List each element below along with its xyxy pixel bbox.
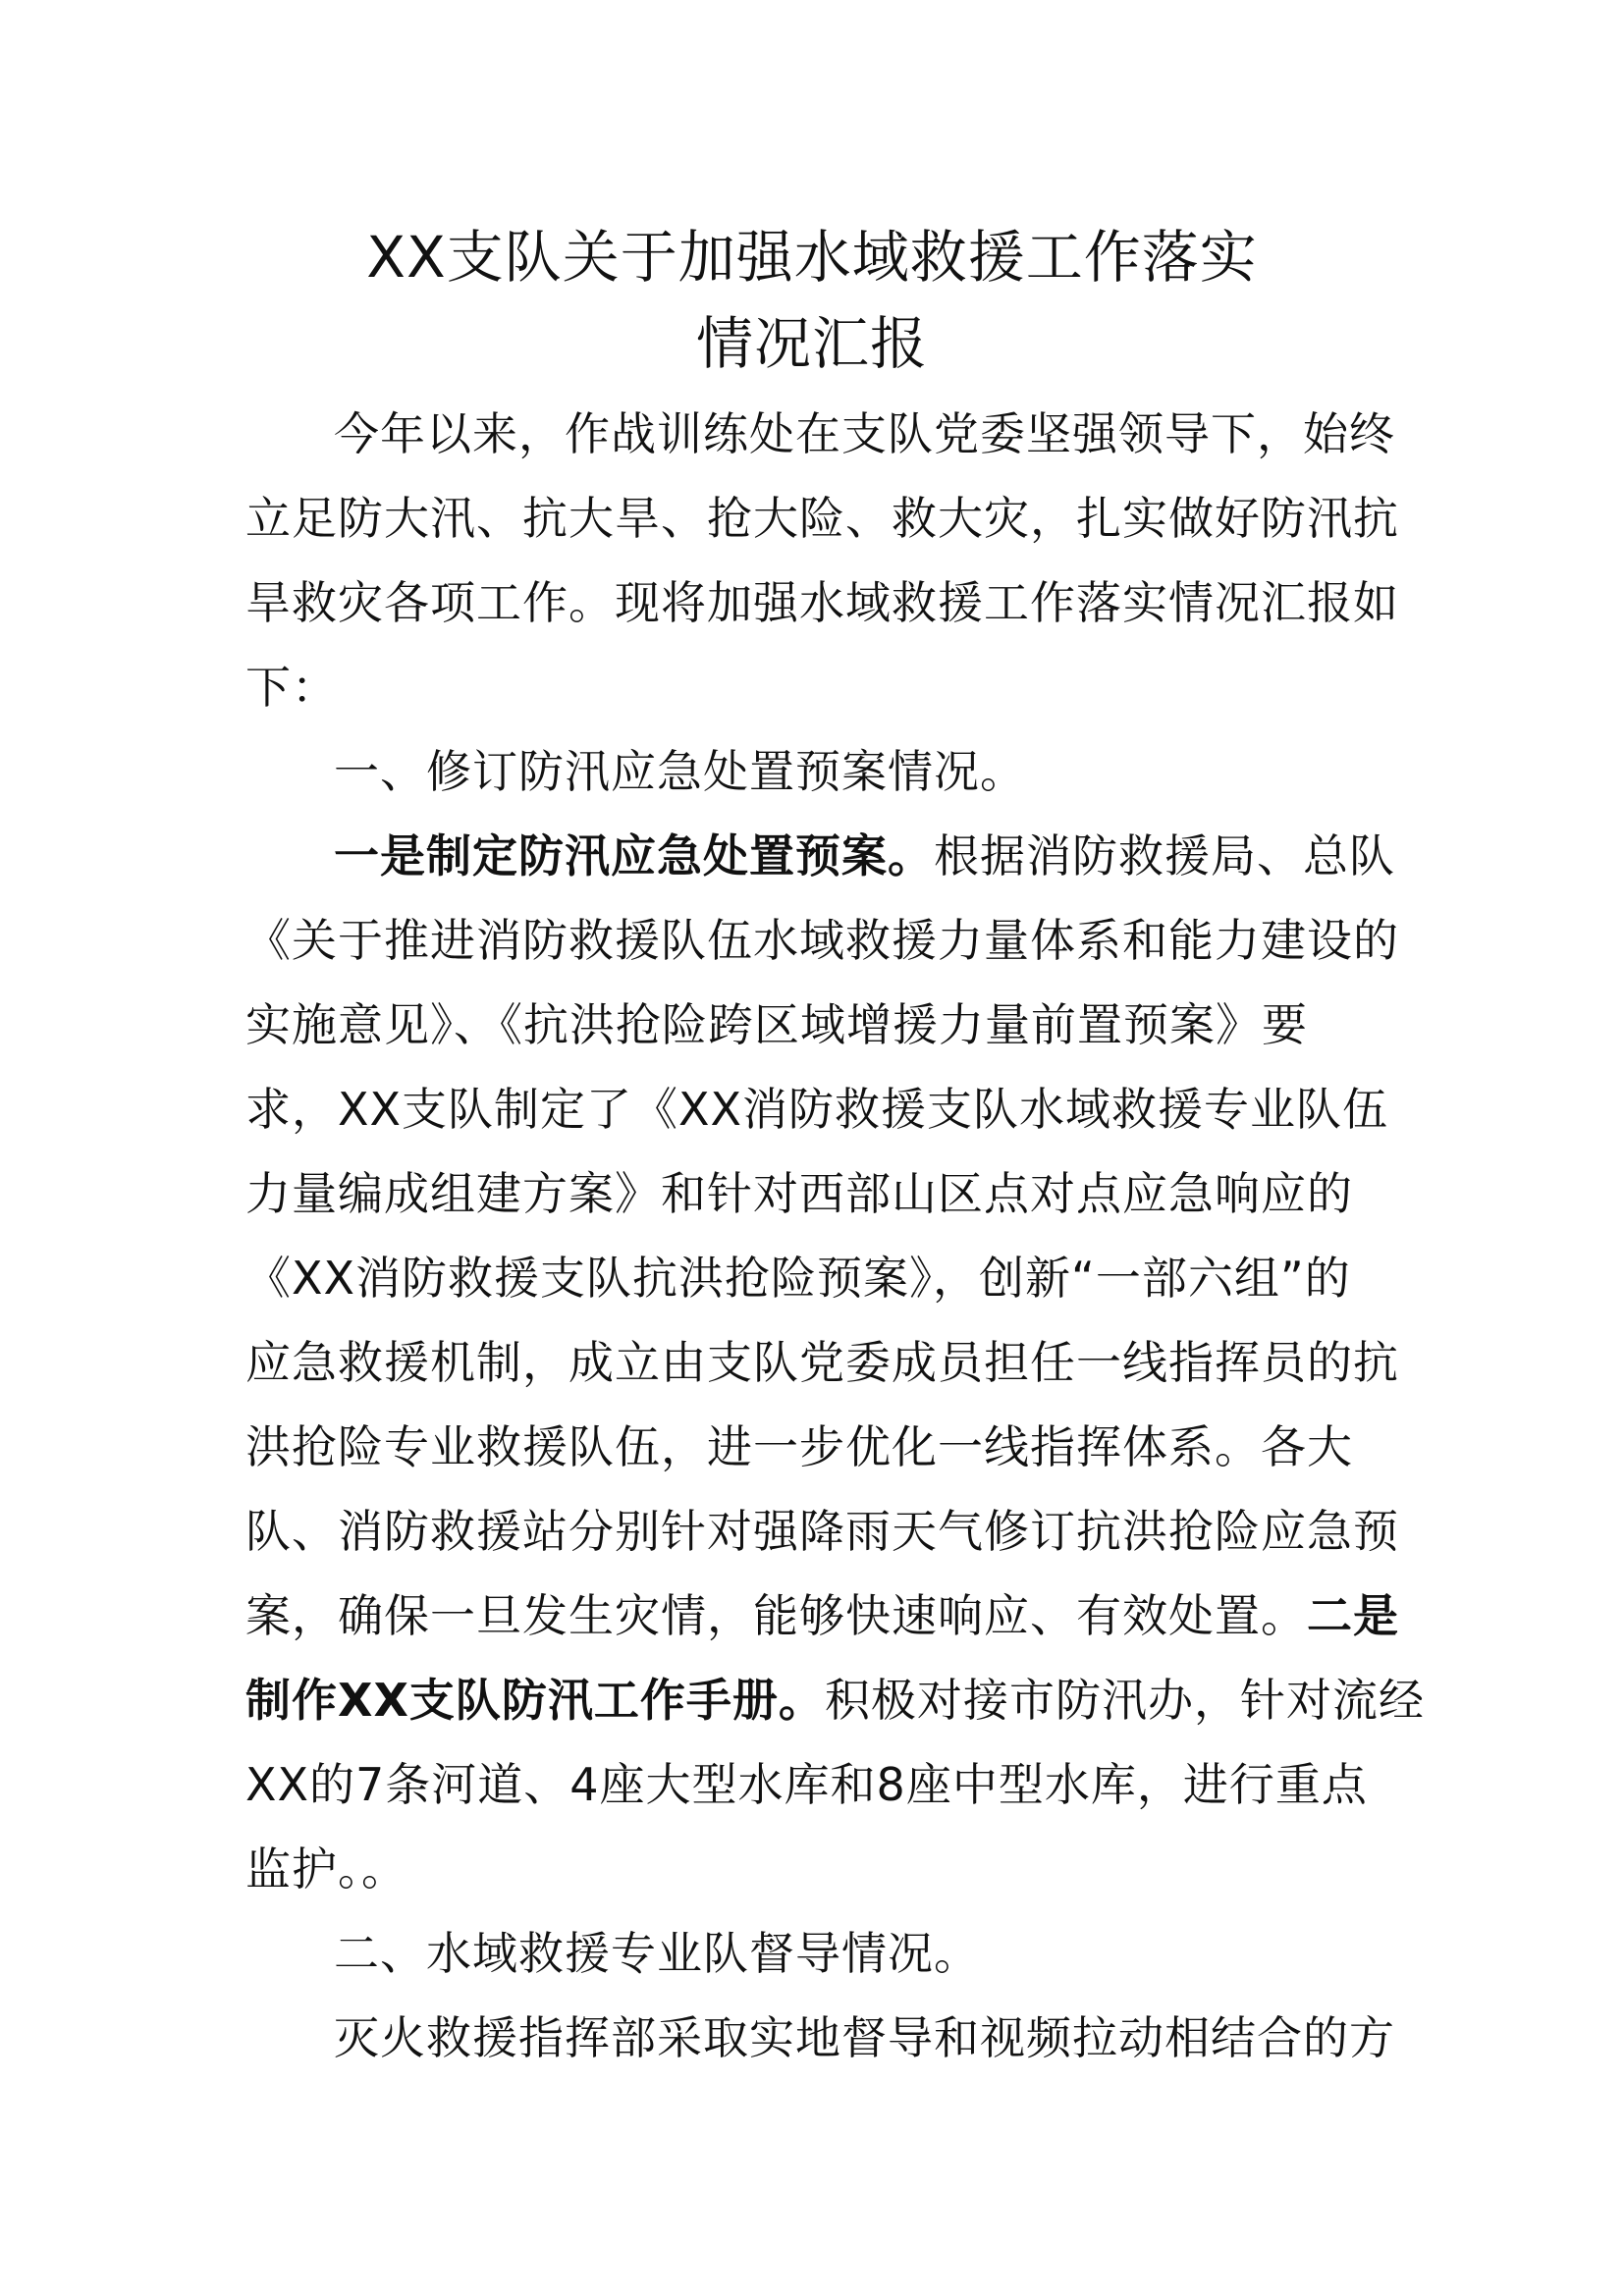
section-heading-1: 一、修订防汛应急处置预案情况。 [334,745,1026,798]
paragraph-line: 洪抢险专业救援队伍，进一步优化一线指挥体系。各大 [245,1420,1353,1473]
paragraph-line: XX的7条河道、4座大型水库和8座中型水库，进行重点 [245,1758,1368,1811]
paragraph-line: 旱救灾各项工作。现将加强水域救援工作落实情况汇报如 [245,576,1399,629]
line-text: 积极对接市防汛办，针对流经 [824,1674,1425,1727]
paragraph-line [245,1671,1425,1730]
paragraph-line: 力量编成组建方案》和针对西部山区点对点应急响应的 [245,1167,1353,1220]
bold-lead-1: 一是制定防汛应急处置预案。 [334,829,934,882]
document-title-line-2: 情况汇报 [695,310,928,377]
paragraph-line: 下： [245,661,338,714]
paragraph-line: 今年以来，作战训练处在支队党委坚强领导下，始终 [334,407,1395,460]
paragraph-line: 应急救援机制，成立由支队党委成员担任一线指挥员的抗 [245,1336,1399,1389]
paragraph-line [334,827,1395,885]
paragraph-line: 队、消防救援站分别针对强降雨天气修订抗洪抢险应急预 [245,1505,1399,1558]
paragraph-line: 灭火救援指挥部采取实地督导和视频拉动相结合的方 [334,2011,1395,2064]
bold-lead-2-end: 制作XX支队防汛工作手册。 [245,1674,825,1727]
section-heading-2: 二、水域救援专业队督导情况。 [334,1927,980,1980]
document-title-line-1: XX支队关于加强水域救援工作落实 [366,224,1258,291]
paragraph-line: 立足防大汛、抗大旱、抢大险、救大灾，扎实做好防汛抗 [245,492,1399,545]
line-text: 案，确保一旦发生灾情，能够快速响应、有效处置。 [245,1589,1307,1642]
paragraph-line: 《XX消防救援支队抗洪抢险预案》，创新“一部六组”的 [245,1252,1351,1305]
paragraph-line: 《关于推进消防救援队伍水域救援力量体系和能力建设的 [245,914,1399,967]
paragraph-line: 求，XX支队制定了《XX消防救援支队水域救援专业队伍 [245,1083,1389,1136]
paragraph-line [245,1586,1399,1645]
paragraph-line: 监护。。 [245,1842,407,1896]
paragraph-line: 实施意见》、《抗洪抢险跨区域增援力量前置预案》要 [245,998,1308,1051]
bold-lead-2-start: 二是 [1307,1589,1399,1642]
line-text: 根据消防救援局、总队 [934,829,1395,882]
